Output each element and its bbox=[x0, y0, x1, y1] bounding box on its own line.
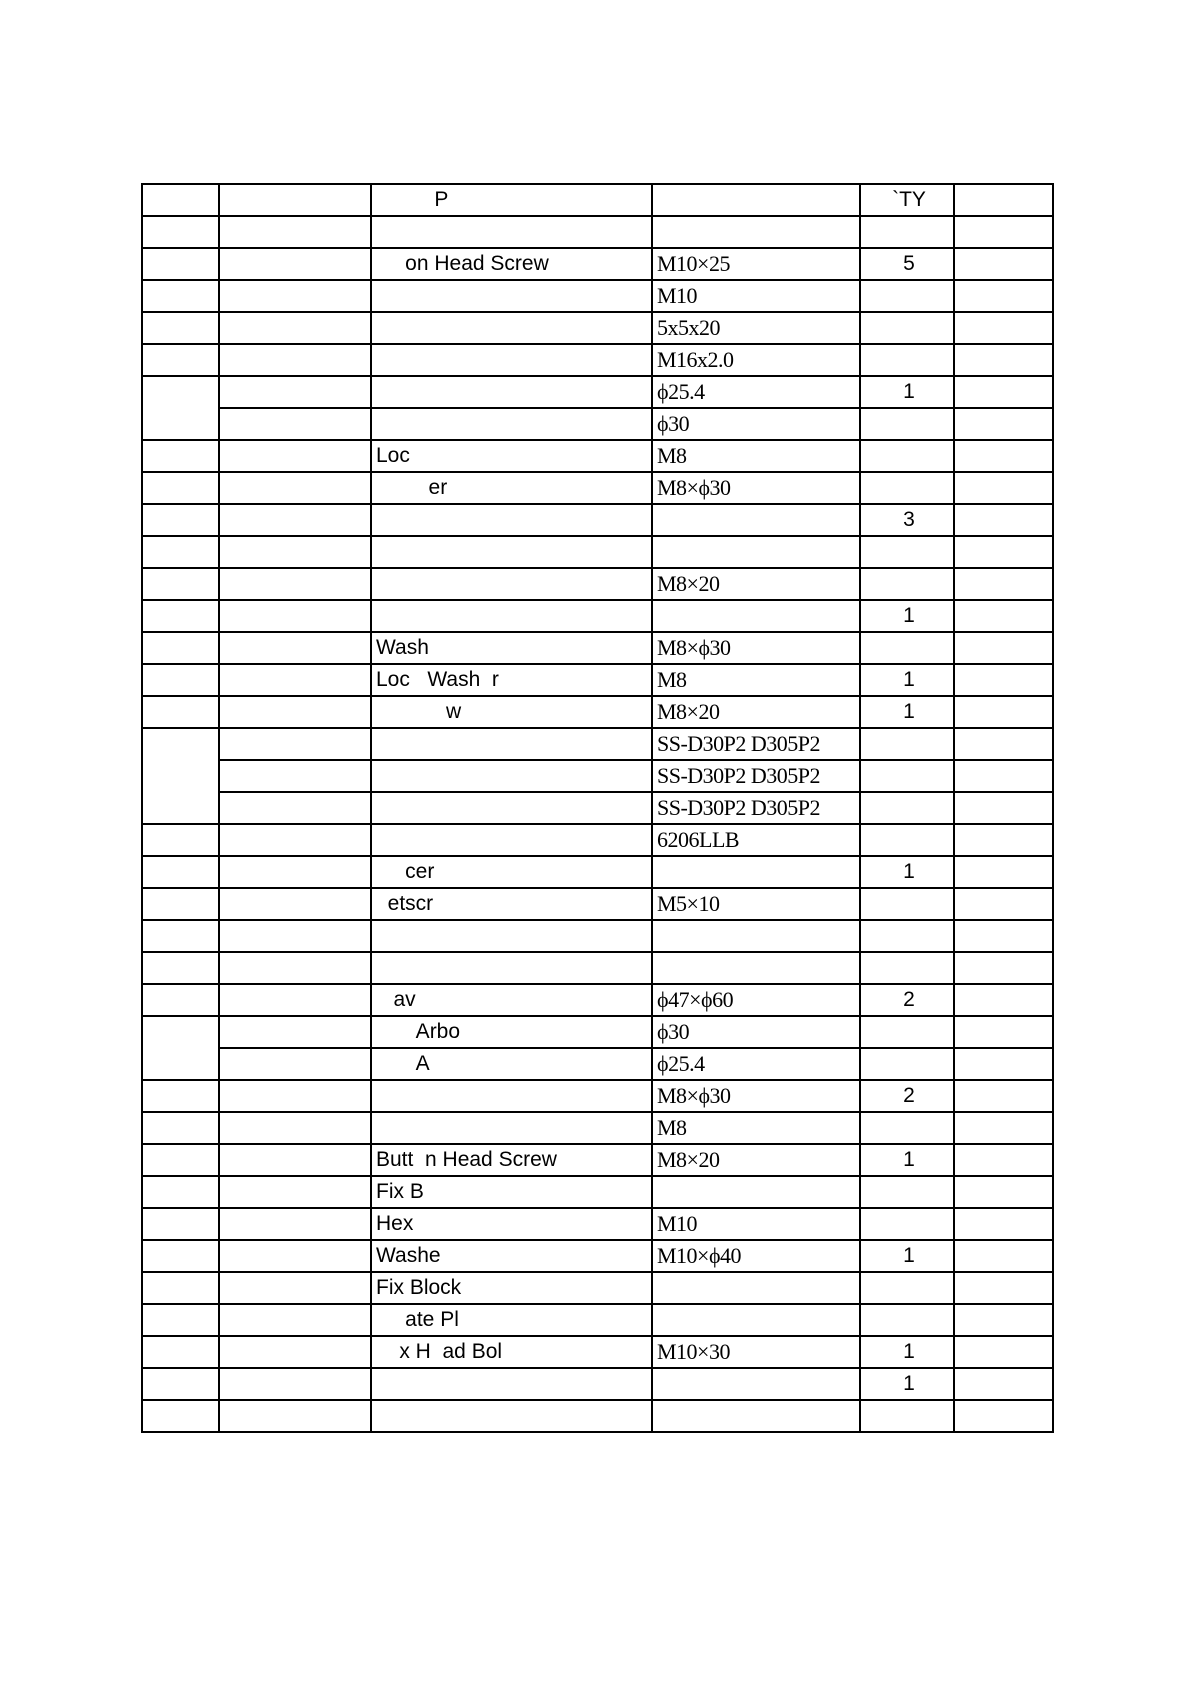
cell-part-no bbox=[219, 856, 371, 888]
table-row bbox=[142, 1176, 1053, 1208]
cell-spec: 6206LLB bbox=[652, 824, 860, 856]
cell-part-no bbox=[219, 312, 371, 344]
cell-no bbox=[142, 600, 219, 632]
cell-remark bbox=[954, 792, 1053, 824]
cell-part-no bbox=[219, 216, 371, 248]
cell-part-no bbox=[219, 920, 371, 952]
cell-description: Wash bbox=[371, 632, 652, 664]
table-row bbox=[142, 1368, 1053, 1400]
cell-spec: ϕ47×ϕ60 bbox=[652, 984, 860, 1016]
table-row bbox=[142, 1048, 1053, 1080]
cell-qty: 1 bbox=[860, 1240, 954, 1272]
cell-spec: 5x5x20 bbox=[652, 312, 860, 344]
table-row bbox=[142, 920, 1053, 952]
cell-part-no bbox=[219, 600, 371, 632]
cell-qty: 1 bbox=[860, 856, 954, 888]
cell-part-no bbox=[219, 440, 371, 472]
cell-description bbox=[371, 408, 652, 440]
cell-remark bbox=[954, 728, 1053, 760]
cell-description bbox=[371, 824, 652, 856]
parts-list-body bbox=[142, 184, 1053, 1432]
cell-remark bbox=[954, 504, 1053, 536]
cell-qty: 3 bbox=[860, 504, 954, 536]
table-row bbox=[142, 1016, 1053, 1048]
cell-qty: 1 bbox=[860, 1144, 954, 1176]
cell-no bbox=[142, 856, 219, 888]
cell-spec bbox=[652, 1176, 860, 1208]
cell-remark bbox=[954, 344, 1053, 376]
cell-description: Loc bbox=[371, 440, 652, 472]
cell-spec: M8×ϕ30 bbox=[652, 632, 860, 664]
cell-qty bbox=[860, 408, 954, 440]
header-description: P bbox=[371, 184, 652, 216]
cell-qty bbox=[860, 1208, 954, 1240]
cell-remark bbox=[954, 760, 1053, 792]
table-row bbox=[142, 344, 1053, 376]
cell-spec: M10 bbox=[652, 280, 860, 312]
cell-no bbox=[142, 504, 219, 536]
cell-no bbox=[142, 472, 219, 504]
cell-qty: 5 bbox=[860, 248, 954, 280]
cell-remark bbox=[954, 1112, 1053, 1144]
cell-remark bbox=[954, 440, 1053, 472]
table-row bbox=[142, 888, 1053, 920]
header-part-no bbox=[219, 184, 371, 216]
cell-spec: M8×ϕ30 bbox=[652, 1080, 860, 1112]
cell-spec bbox=[652, 536, 860, 568]
cell-spec: M10 bbox=[652, 1208, 860, 1240]
cell-qty: 1 bbox=[860, 600, 954, 632]
cell-no bbox=[142, 1112, 219, 1144]
cell-part-no bbox=[219, 536, 371, 568]
cell-spec bbox=[652, 1272, 860, 1304]
cell-part-no bbox=[219, 408, 371, 440]
cell-description bbox=[371, 760, 652, 792]
cell-part-no bbox=[219, 1240, 371, 1272]
cell-no bbox=[142, 1304, 219, 1336]
parts-list-table bbox=[141, 183, 1054, 1433]
cell-description: Loc Wash r bbox=[371, 664, 652, 696]
cell-no bbox=[142, 536, 219, 568]
cell-remark bbox=[954, 600, 1053, 632]
cell-description bbox=[371, 728, 652, 760]
cell-part-no bbox=[219, 1368, 371, 1400]
cell-part-no bbox=[219, 344, 371, 376]
cell-qty bbox=[860, 760, 954, 792]
cell-no bbox=[142, 440, 219, 472]
cell-no bbox=[142, 1336, 219, 1368]
cell-spec: SS-D30P2 D305P2 bbox=[652, 728, 860, 760]
cell-description bbox=[371, 1112, 652, 1144]
cell-description: Fix B bbox=[371, 1176, 652, 1208]
cell-qty bbox=[860, 824, 954, 856]
cell-spec: M10×ϕ40 bbox=[652, 1240, 860, 1272]
cell-no bbox=[142, 728, 219, 824]
cell-no bbox=[142, 824, 219, 856]
table-row bbox=[142, 984, 1053, 1016]
cell-no bbox=[142, 1400, 219, 1432]
cell-description bbox=[371, 1080, 652, 1112]
cell-spec: M5×10 bbox=[652, 888, 860, 920]
cell-description: Fix Block bbox=[371, 1272, 652, 1304]
cell-spec: M8×ϕ30 bbox=[652, 472, 860, 504]
table-row bbox=[142, 952, 1053, 984]
cell-spec: M8 bbox=[652, 1112, 860, 1144]
cell-part-no bbox=[219, 280, 371, 312]
table-row bbox=[142, 1144, 1053, 1176]
cell-no bbox=[142, 1016, 219, 1080]
table-row bbox=[142, 1080, 1053, 1112]
cell-part-no bbox=[219, 568, 371, 600]
cell-spec bbox=[652, 1304, 860, 1336]
cell-spec bbox=[652, 504, 860, 536]
cell-remark bbox=[954, 952, 1053, 984]
table-row bbox=[142, 1112, 1053, 1144]
table-row bbox=[142, 1304, 1053, 1336]
cell-qty bbox=[860, 440, 954, 472]
cell-part-no bbox=[219, 376, 371, 408]
cell-spec bbox=[652, 600, 860, 632]
cell-description: etscr bbox=[371, 888, 652, 920]
cell-description: Butt n Head Screw bbox=[371, 1144, 652, 1176]
cell-part-no bbox=[219, 1016, 371, 1048]
table-row bbox=[142, 632, 1053, 664]
cell-qty bbox=[860, 1400, 954, 1432]
cell-spec bbox=[652, 952, 860, 984]
cell-spec: M8×20 bbox=[652, 1144, 860, 1176]
table-row bbox=[142, 728, 1053, 760]
cell-description bbox=[371, 1368, 652, 1400]
table-row bbox=[142, 696, 1053, 728]
cell-remark bbox=[954, 1368, 1053, 1400]
cell-spec: SS-D30P2 D305P2 bbox=[652, 760, 860, 792]
cell-no bbox=[142, 1144, 219, 1176]
cell-part-no bbox=[219, 632, 371, 664]
cell-spec bbox=[652, 1368, 860, 1400]
cell-remark bbox=[954, 536, 1053, 568]
table-row bbox=[142, 440, 1053, 472]
cell-remark bbox=[954, 1400, 1053, 1432]
cell-description bbox=[371, 568, 652, 600]
cell-remark bbox=[954, 312, 1053, 344]
cell-qty: 1 bbox=[860, 696, 954, 728]
cell-remark bbox=[954, 216, 1053, 248]
cell-qty bbox=[860, 344, 954, 376]
table-row bbox=[142, 792, 1053, 824]
cell-remark bbox=[954, 376, 1053, 408]
cell-description: Washe bbox=[371, 1240, 652, 1272]
cell-remark bbox=[954, 1240, 1053, 1272]
cell-part-no bbox=[219, 1272, 371, 1304]
cell-part-no bbox=[219, 1080, 371, 1112]
table-row bbox=[142, 376, 1053, 408]
cell-no bbox=[142, 1240, 219, 1272]
cell-qty: 1 bbox=[860, 1368, 954, 1400]
cell-part-no bbox=[219, 760, 371, 792]
cell-part-no bbox=[219, 824, 371, 856]
cell-remark bbox=[954, 408, 1053, 440]
cell-no bbox=[142, 952, 219, 984]
cell-no bbox=[142, 344, 219, 376]
cell-spec: ϕ30 bbox=[652, 408, 860, 440]
table-row bbox=[142, 312, 1053, 344]
cell-spec: ϕ30 bbox=[652, 1016, 860, 1048]
cell-remark bbox=[954, 568, 1053, 600]
cell-remark bbox=[954, 856, 1053, 888]
table-row bbox=[142, 1336, 1053, 1368]
cell-spec bbox=[652, 856, 860, 888]
cell-no bbox=[142, 1272, 219, 1304]
cell-remark bbox=[954, 632, 1053, 664]
cell-remark bbox=[954, 984, 1053, 1016]
cell-description bbox=[371, 376, 652, 408]
cell-description bbox=[371, 312, 652, 344]
cell-description bbox=[371, 504, 652, 536]
cell-remark bbox=[954, 1208, 1053, 1240]
cell-no bbox=[142, 280, 219, 312]
cell-part-no bbox=[219, 664, 371, 696]
table-row bbox=[142, 600, 1053, 632]
table-row bbox=[142, 568, 1053, 600]
cell-part-no bbox=[219, 472, 371, 504]
cell-remark bbox=[954, 696, 1053, 728]
cell-qty bbox=[860, 1176, 954, 1208]
cell-spec: M10×25 bbox=[652, 248, 860, 280]
cell-qty bbox=[860, 1112, 954, 1144]
cell-no bbox=[142, 1368, 219, 1400]
table-row bbox=[142, 664, 1053, 696]
cell-remark bbox=[954, 1336, 1053, 1368]
cell-no bbox=[142, 1080, 219, 1112]
cell-description bbox=[371, 1400, 652, 1432]
cell-qty bbox=[860, 920, 954, 952]
cell-no bbox=[142, 1176, 219, 1208]
cell-qty: 2 bbox=[860, 984, 954, 1016]
cell-description bbox=[371, 792, 652, 824]
cell-description: Arbo bbox=[371, 1016, 652, 1048]
cell-qty bbox=[860, 1016, 954, 1048]
cell-qty: 1 bbox=[860, 664, 954, 696]
cell-remark bbox=[954, 472, 1053, 504]
cell-description: av bbox=[371, 984, 652, 1016]
cell-spec bbox=[652, 1400, 860, 1432]
cell-no bbox=[142, 376, 219, 440]
table-row bbox=[142, 216, 1053, 248]
cell-part-no bbox=[219, 504, 371, 536]
cell-spec bbox=[652, 216, 860, 248]
header-row bbox=[142, 184, 1053, 216]
cell-no bbox=[142, 1208, 219, 1240]
cell-spec: M8 bbox=[652, 664, 860, 696]
cell-no bbox=[142, 920, 219, 952]
cell-spec: M8×20 bbox=[652, 696, 860, 728]
cell-part-no bbox=[219, 1144, 371, 1176]
cell-remark bbox=[954, 1048, 1053, 1080]
cell-remark bbox=[954, 1176, 1053, 1208]
cell-remark bbox=[954, 920, 1053, 952]
cell-description: w bbox=[371, 696, 652, 728]
cell-description: x H ad Bol bbox=[371, 1336, 652, 1368]
cell-description: er bbox=[371, 472, 652, 504]
table-row bbox=[142, 1208, 1053, 1240]
header-spec bbox=[652, 184, 860, 216]
table-row bbox=[142, 856, 1053, 888]
cell-description bbox=[371, 600, 652, 632]
table-row bbox=[142, 760, 1053, 792]
cell-part-no bbox=[219, 952, 371, 984]
cell-remark bbox=[954, 1144, 1053, 1176]
cell-no bbox=[142, 984, 219, 1016]
cell-spec: M16x2.0 bbox=[652, 344, 860, 376]
cell-part-no bbox=[219, 1336, 371, 1368]
cell-description bbox=[371, 216, 652, 248]
cell-description bbox=[371, 920, 652, 952]
cell-description bbox=[371, 280, 652, 312]
cell-qty bbox=[860, 632, 954, 664]
cell-remark bbox=[954, 824, 1053, 856]
cell-remark bbox=[954, 280, 1053, 312]
table-row bbox=[142, 536, 1053, 568]
cell-qty bbox=[860, 568, 954, 600]
cell-qty bbox=[860, 792, 954, 824]
header-no bbox=[142, 184, 219, 216]
cell-qty bbox=[860, 728, 954, 760]
cell-remark bbox=[954, 248, 1053, 280]
cell-remark bbox=[954, 1304, 1053, 1336]
cell-qty bbox=[860, 1048, 954, 1080]
table-row bbox=[142, 280, 1053, 312]
cell-part-no bbox=[219, 984, 371, 1016]
cell-qty: 1 bbox=[860, 376, 954, 408]
cell-no bbox=[142, 216, 219, 248]
cell-remark bbox=[954, 1272, 1053, 1304]
header-remark bbox=[954, 184, 1053, 216]
cell-part-no bbox=[219, 1048, 371, 1080]
cell-qty bbox=[860, 536, 954, 568]
cell-spec: SS-D30P2 D305P2 bbox=[652, 792, 860, 824]
table-row bbox=[142, 408, 1053, 440]
table-row bbox=[142, 472, 1053, 504]
cell-description bbox=[371, 344, 652, 376]
cell-qty bbox=[860, 312, 954, 344]
cell-no bbox=[142, 312, 219, 344]
cell-part-no bbox=[219, 888, 371, 920]
cell-description: Hex bbox=[371, 1208, 652, 1240]
cell-part-no bbox=[219, 1176, 371, 1208]
cell-no bbox=[142, 696, 219, 728]
cell-part-no bbox=[219, 248, 371, 280]
cell-qty: 2 bbox=[860, 1080, 954, 1112]
cell-description bbox=[371, 952, 652, 984]
cell-spec bbox=[652, 920, 860, 952]
cell-description: ate Pl bbox=[371, 1304, 652, 1336]
cell-remark bbox=[954, 1080, 1053, 1112]
cell-spec: M8×20 bbox=[652, 568, 860, 600]
table-row bbox=[142, 1240, 1053, 1272]
cell-part-no bbox=[219, 1400, 371, 1432]
table-row bbox=[142, 1400, 1053, 1432]
cell-part-no bbox=[219, 1112, 371, 1144]
cell-part-no bbox=[219, 1208, 371, 1240]
cell-remark bbox=[954, 1016, 1053, 1048]
cell-part-no bbox=[219, 728, 371, 760]
cell-qty bbox=[860, 216, 954, 248]
header-qty: `TY bbox=[860, 184, 954, 216]
cell-qty bbox=[860, 1304, 954, 1336]
cell-no bbox=[142, 568, 219, 600]
table-row bbox=[142, 504, 1053, 536]
cell-no bbox=[142, 888, 219, 920]
cell-part-no bbox=[219, 696, 371, 728]
cell-spec: M10×30 bbox=[652, 1336, 860, 1368]
cell-remark bbox=[954, 888, 1053, 920]
cell-qty: 1 bbox=[860, 1336, 954, 1368]
cell-description: A bbox=[371, 1048, 652, 1080]
cell-qty bbox=[860, 888, 954, 920]
cell-qty bbox=[860, 472, 954, 504]
cell-qty bbox=[860, 1272, 954, 1304]
cell-qty bbox=[860, 280, 954, 312]
cell-description: cer bbox=[371, 856, 652, 888]
table-row bbox=[142, 1272, 1053, 1304]
cell-part-no bbox=[219, 792, 371, 824]
cell-spec: ϕ25.4 bbox=[652, 376, 860, 408]
table-row bbox=[142, 824, 1053, 856]
cell-no bbox=[142, 632, 219, 664]
cell-qty bbox=[860, 952, 954, 984]
table-row bbox=[142, 248, 1053, 280]
cell-remark bbox=[954, 664, 1053, 696]
cell-part-no bbox=[219, 1304, 371, 1336]
cell-description bbox=[371, 536, 652, 568]
cell-spec: ϕ25.4 bbox=[652, 1048, 860, 1080]
cell-spec: M8 bbox=[652, 440, 860, 472]
cell-description: on Head Screw bbox=[371, 248, 652, 280]
cell-no bbox=[142, 248, 219, 280]
cell-no bbox=[142, 664, 219, 696]
